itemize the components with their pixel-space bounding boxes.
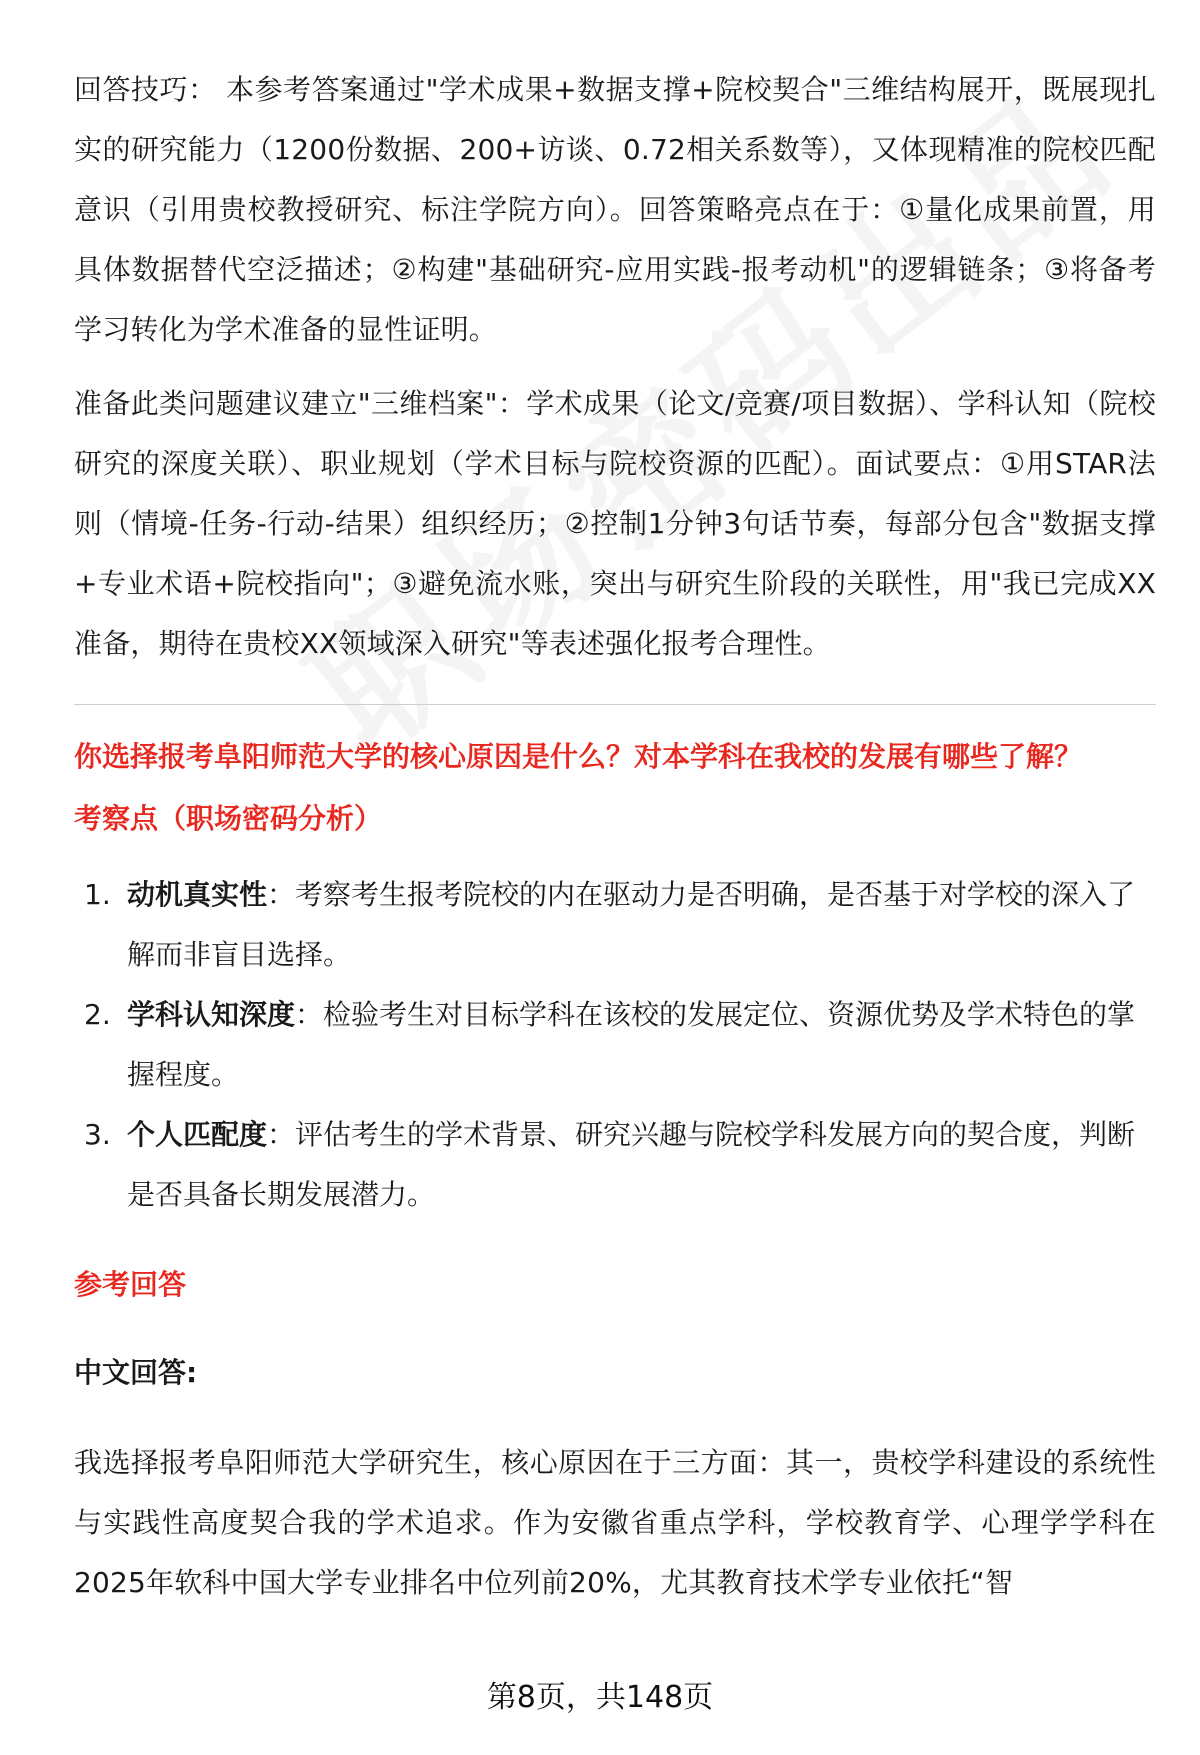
chinese-answer-label: 中文回答: [74, 1356, 198, 1389]
list-item [74, 865, 1156, 985]
list-item-number: 2. [84, 998, 111, 1031]
list-item [74, 1105, 1156, 1225]
page-number: 第8页，共148页 [486, 1680, 714, 1715]
answer-paragraph: 我选择报考阜阳师范大学研究生，核心原因在于三方面：其一，贵校学科建设的系统性与实践性高度契合我的学术追求。作为安徽省重点学科，学校教育学、心理学学科在2025年软科中国大学专业排名中位列前20%，尤其教育技术学专业依托“智 [74, 1446, 1156, 1599]
list-item-number: 1. [84, 878, 111, 911]
assessment-points-list [74, 865, 1156, 1225]
section-divider [74, 704, 1156, 705]
question-title: 你选择报考阜阳师范大学的核心原因是什么？对本学科在我校的发展有哪些了解？ [74, 740, 1083, 773]
document-page [74, 60, 1156, 1613]
list-item-number: 3. [84, 1118, 111, 1151]
reference-answer-label: 参考回答 [74, 1268, 187, 1301]
list-item-term: 学科认知深度 [127, 998, 296, 1031]
list-item-term: 个人匹配度 [127, 1118, 268, 1151]
assessment-points-heading: 考察点（职场密码分析） [74, 802, 383, 835]
list-item-text: ：评估考生的学术背景、研究兴趣与院校学科发展方向的契合度，判断是否具备长期发展潜力。 [127, 1118, 1136, 1211]
tips-paragraph-2: 准备此类问题建议建立"三维档案"：学术成果（论文/竞赛/项目数据）、学科认知（院校研究的深度关联）、职业规划（学术目标与院校资源的匹配）。面试要点：①用STAR法则（情境-任务-行动-结果）组织经历；②控制1分钟3句话节奏，每部分包含"数据支撑+专业术语+院校指向"；③避免流水账，突出与研究生阶段的关联性，用"我已完成XX准备，期待在贵校XX领域深入研究"等表述强化报考合理性。 [74, 387, 1156, 660]
list-item-text: ：考察考生报考院校的内在驱动力是否明确，是否基于对学校的深入了解而非盲目选择。 [127, 878, 1136, 971]
list-item-text: ：检验考生对目标学科在该校的发展定位、资源优势及学术特色的掌握程度。 [127, 998, 1136, 1091]
tips-paragraph-1: 回答技巧： 本参考答案通过"学术成果+数据支撑+院校契合"三维结构展开，既展现扎实的研究能力（1200份数据、200+访谈、0.72相关系数等），又体现精准的院校匹配意识（引用贵校教授研究、标注学院方向）。回答策略亮点在于：①量化成果前置，用具体数据替代空泛描述；②构建"基础研究-应用实践-报考动机"的逻辑链条；③将备考学习转化为学术准备的显性证明。 [74, 73, 1156, 346]
list-item-term: 动机真实性 [127, 878, 268, 911]
list-item [74, 985, 1156, 1105]
